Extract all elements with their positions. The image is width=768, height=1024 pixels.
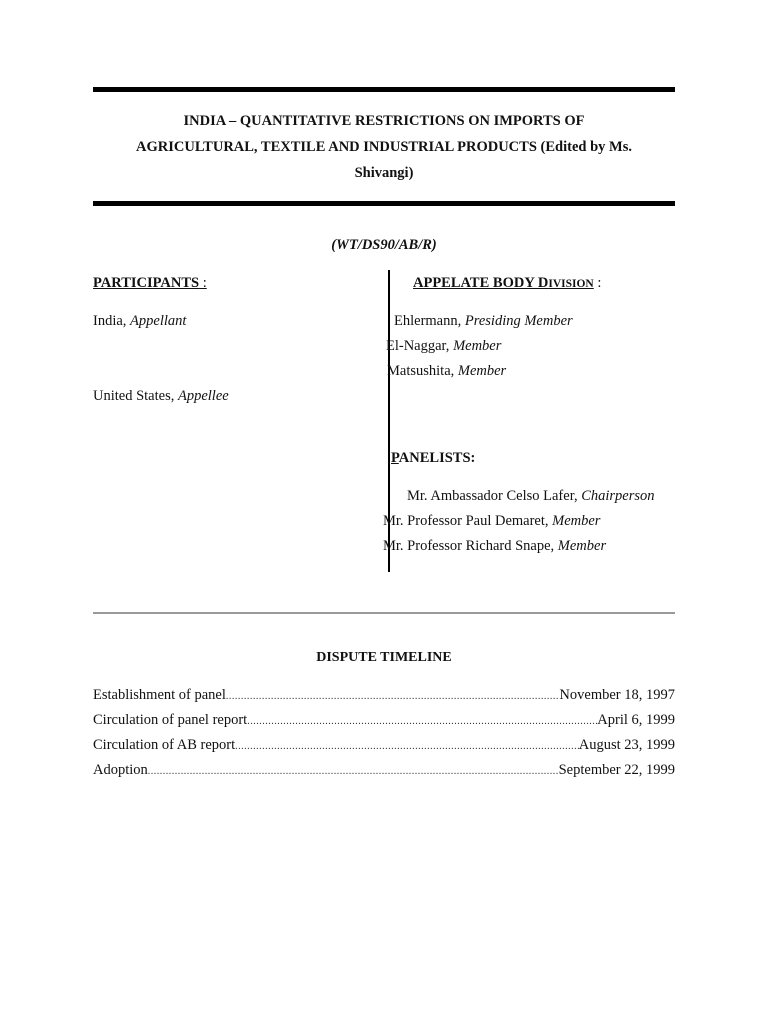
timeline-label: Circulation of panel report xyxy=(93,712,248,728)
member-name: Ehlermann, xyxy=(394,313,465,329)
timeline-leader-dots xyxy=(148,766,559,777)
member-role: Presiding Member xyxy=(464,313,573,329)
appellate-heading-part1: APPELATE BODY D xyxy=(413,275,549,291)
member-role: Member xyxy=(457,363,507,379)
participants-heading-label: PARTICIPANTS xyxy=(93,275,200,291)
timeline-date: September 22, 1999 xyxy=(558,762,675,778)
timeline-label: Establishment of panel xyxy=(93,687,226,703)
title-line-3: Shivangi) xyxy=(354,165,414,181)
appellate-heading-part2: IVISION xyxy=(548,278,594,290)
appellate-body-heading xyxy=(413,275,601,292)
timeline-leader-dots xyxy=(235,741,579,752)
panelist-item xyxy=(407,488,655,505)
panelist-name: Mr. Ambassador Celso Lafer, xyxy=(407,488,582,504)
timeline-leader-dots xyxy=(247,716,597,727)
panelist-role: Member xyxy=(557,538,607,554)
member-name: El-Naggar, xyxy=(386,338,454,354)
timeline-label: Circulation of AB report xyxy=(93,737,236,753)
timeline-date: November 18, 1997 xyxy=(559,687,675,703)
member-name: Matsushita, xyxy=(387,363,458,379)
panelist-name: Mr. Professor Richard Snape, xyxy=(383,538,558,554)
participant-role: Appellee xyxy=(177,388,229,404)
panelist-item xyxy=(383,513,600,530)
timeline-label: Adoption xyxy=(93,762,148,778)
participant-item xyxy=(93,313,186,330)
panelists-heading-first: P xyxy=(391,450,399,466)
panelist-item xyxy=(383,538,606,555)
participants-heading-suffix: : xyxy=(199,275,207,291)
timeline-leader-dots xyxy=(226,691,560,702)
title-line-2: AGRICULTURAL, TEXTILE AND INDUSTRIAL PRODUCTS (Edited by Ms. xyxy=(136,139,632,155)
appellate-member xyxy=(387,363,506,380)
timeline-heading: DISPUTE TIMELINE xyxy=(316,650,452,665)
participant-name: United States, xyxy=(93,388,178,404)
panelists-heading-rest: ANELISTS: xyxy=(398,450,476,466)
document-title xyxy=(93,108,675,186)
section-divider xyxy=(93,612,675,614)
participant-item xyxy=(93,388,229,405)
participants-heading xyxy=(93,275,207,292)
panelist-role: Member xyxy=(552,513,601,529)
top-thick-rule xyxy=(93,87,675,92)
bottom-thick-rule xyxy=(93,201,675,206)
timeline-date: April 6, 1999 xyxy=(597,712,675,728)
timeline-row xyxy=(93,762,675,782)
panelist-role: Chairperson xyxy=(581,488,655,504)
timeline-row xyxy=(93,687,675,707)
appellate-heading-suffix: : xyxy=(593,275,602,291)
member-role: Member xyxy=(453,338,502,354)
participant-name: India, xyxy=(93,313,131,329)
appellate-member xyxy=(394,313,573,330)
participant-role: Appellant xyxy=(130,313,187,329)
appellate-member xyxy=(386,338,501,355)
timeline-row xyxy=(93,737,675,757)
panelist-name: Mr. Professor Paul Demaret, xyxy=(383,513,553,529)
timeline-row xyxy=(93,712,675,732)
title-line-1: INDIA – QUANTITATIVE RESTRICTIONS ON IMPORTS OF xyxy=(183,113,585,129)
timeline-date: August 23, 1999 xyxy=(578,737,675,753)
panelists-heading xyxy=(391,450,475,467)
case-number: (WT/DS90/AB/R) xyxy=(331,237,437,253)
